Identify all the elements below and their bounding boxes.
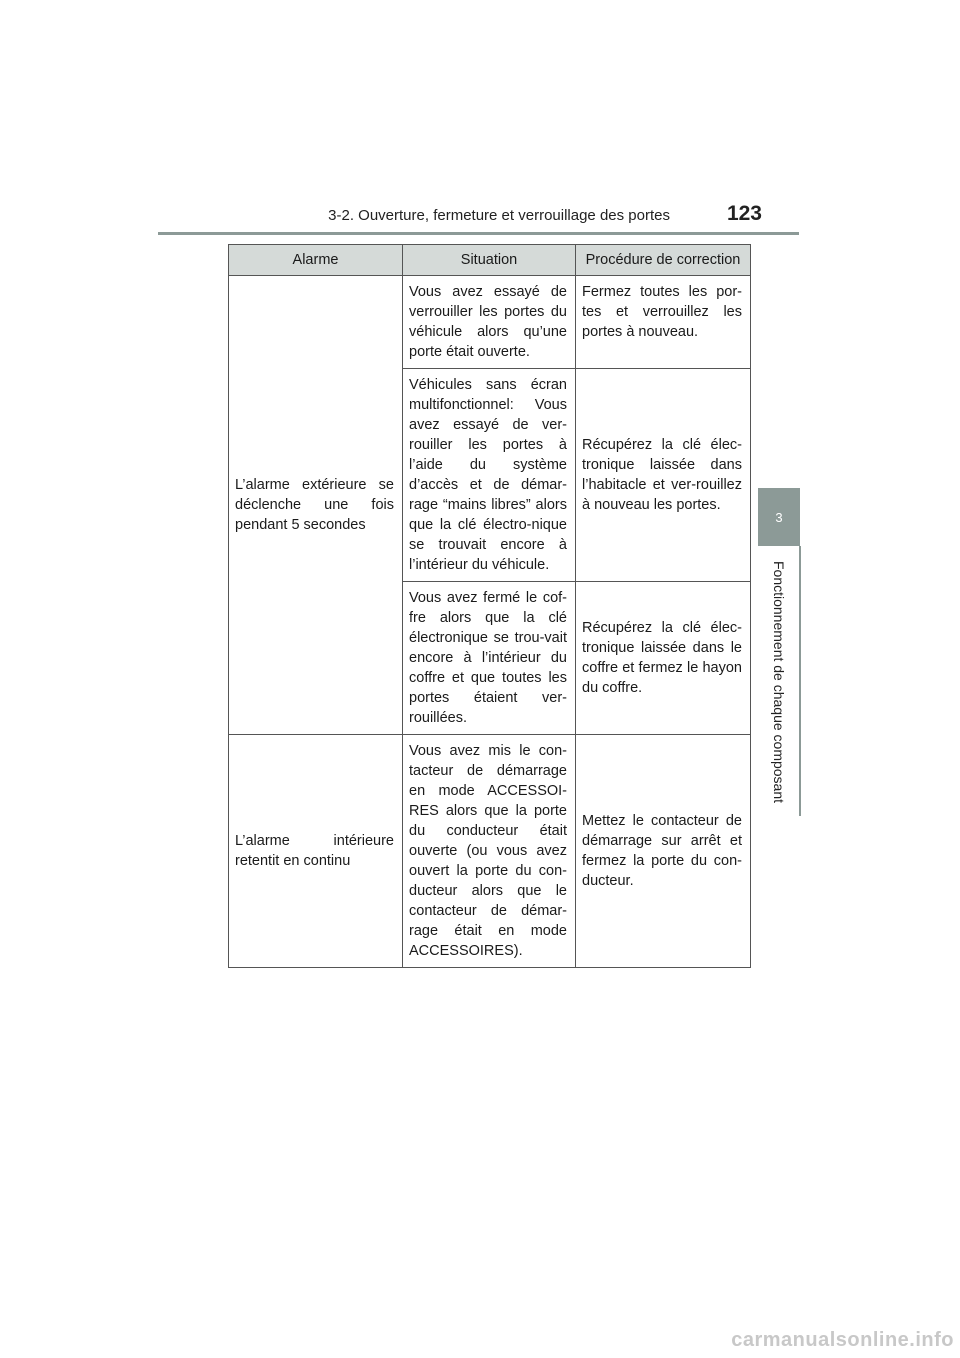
correction-cell: Fermez toutes les por-tes et verrouillez les portes à nouveau. — [576, 276, 751, 369]
alarm-table — [228, 244, 751, 968]
page-number: 123 — [726, 202, 762, 225]
chapter-tab — [758, 488, 800, 546]
header-divider — [158, 232, 799, 235]
chapter-title: Fonctionnement de chaque composant — [771, 560, 787, 804]
header-situation: Situation — [403, 245, 576, 276]
table-header-row — [229, 245, 751, 276]
situation-cell: Vous avez fermé le cof-fre alors que la clé électronique se trou-vait encore à l’intérieur du coffre et que toutes les portes étaient ver-rouillées. — [403, 582, 576, 735]
situation-cell: Véhicules sans écran multifonctionnel: Vous avez essayé de ver-rouiller les portes à l’aide du système d’accès et de démar-rage “mains libres” alors que la clé électro-nique se trouvait encore à l’intérieur du véhicule. — [403, 369, 576, 582]
table-row — [229, 276, 751, 369]
header-correction: Procédure de correction — [576, 245, 751, 276]
alarm-cell-interior: L’alarme intérieure retentit en continu — [229, 735, 403, 968]
situation-cell: Vous avez mis le con-tacteur de démarrage en mode ACCESSOI-RES alors que la porte du conducteur était ouverte (ou vous avez ouvert la porte du con-ducteur alors que le contacteur de démar-rage était en mode ACCESSOIRES). — [403, 735, 576, 968]
watermark: carmanualsonline.info — [731, 1329, 954, 1351]
alarm-cell-exterior: L’alarme extérieure se déclenche une fois pendant 5 secondes — [229, 276, 403, 735]
chapter-rule — [799, 546, 801, 816]
table-row — [229, 735, 751, 968]
header-alarm: Alarme — [229, 245, 403, 276]
situation-cell: Vous avez essayé de verrouiller les portes du véhicule alors qu’une porte était ouverte. — [403, 276, 576, 369]
section-title: 3-2. Ouverture, fermeture et verrouillage des portes — [328, 207, 670, 224]
correction-cell: Récupérez la clé élec-tronique laissée dans l’habitacle et ver-rouillez à nouveau les portes. — [576, 369, 751, 582]
correction-cell: Récupérez la clé élec-tronique laissée dans le coffre et fermez le hayon du coffre. — [576, 582, 751, 735]
chapter-number: 3 — [775, 509, 783, 525]
correction-cell: Mettez le contacteur de démarrage sur arrêt et fermez la porte du con-ducteur. — [576, 735, 751, 968]
